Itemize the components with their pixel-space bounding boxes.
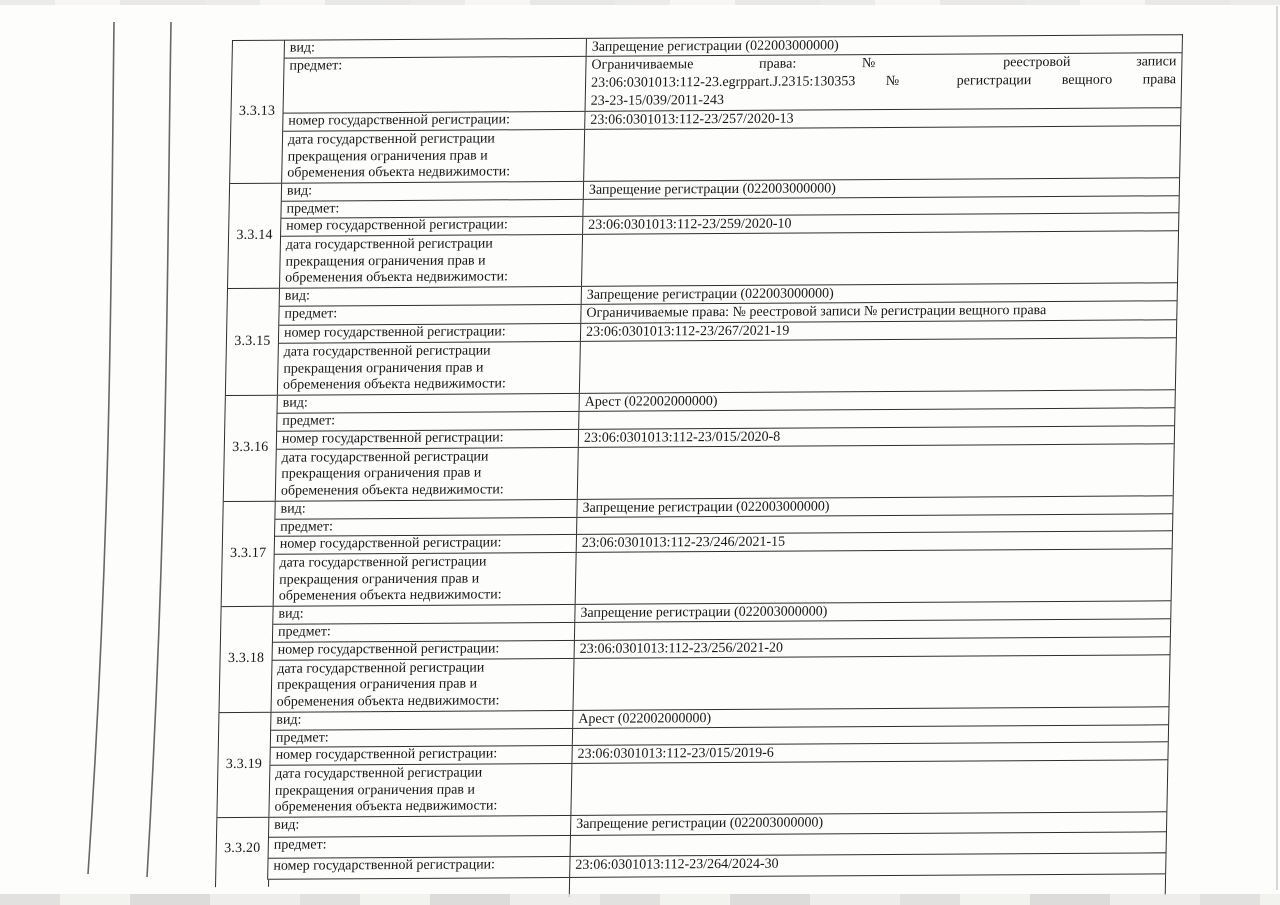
row-value-kind: Запрещение регистрации (022003000000) [574, 601, 1170, 622]
row-value-reg-number: 23:06:0301013:112-23/256/2021-20 [574, 637, 1170, 658]
row-label-kind: вид: [280, 501, 306, 517]
row-label-termination-date: дата государственной регистрации прекращения ограничения прав и обременения объекта недвижимости: [276, 659, 500, 710]
row-value-kind: Запрещение регистрации (022003000000) [570, 812, 1166, 835]
row-value-termination-date [583, 126, 1180, 180]
row-value-kind: Арест (022002000000) [579, 390, 1175, 411]
table-section [224, 390, 1175, 501]
row-label-kind: вид: [274, 817, 300, 833]
row-value-termination-date [575, 549, 1172, 604]
row-label-subject: предмет: [282, 413, 336, 429]
row-label-reg-number: номер государственной регистрации: [288, 112, 511, 129]
page-right-edge-shadow [1276, 6, 1278, 890]
row-value-reg-number: 23:06:0301013:112-23/267/2021-19 [580, 320, 1176, 341]
section-rows [274, 496, 1173, 606]
row-value-subject [585, 53, 1182, 111]
registry-restrictions-table [215, 34, 1183, 880]
section-number: 3.3.14 [228, 183, 282, 288]
row-label-subject: предмет: [286, 200, 340, 217]
row-label-reg-number: номер государственной регистрации: [273, 857, 496, 874]
row-label-subject: предмет: [289, 58, 343, 74]
row-value-kind: Запрещение регистрации (022003000000) [583, 178, 1179, 199]
page-curl-line-2 [147, 22, 171, 877]
table-section [219, 601, 1170, 712]
section-rows [269, 707, 1168, 817]
row-termination-date [269, 760, 1167, 816]
scanner-edge-bottom [0, 894, 1280, 905]
section-number: 3.3.18 [220, 607, 274, 712]
table-section [230, 35, 1182, 183]
row-value-subject [580, 301, 1176, 323]
section-rows [272, 601, 1171, 711]
section-rows [268, 812, 1166, 879]
section-rows [276, 390, 1175, 500]
row-label-kind: вид: [278, 606, 304, 622]
row-value-termination-date [581, 231, 1178, 286]
subject-line: Ограничиваемые права: № реестровой записи [591, 54, 1177, 73]
row-label-kind: вид: [282, 395, 308, 411]
subject-line: 23-23-15/039/2011-243 [590, 92, 725, 109]
row-label-subject: предмет: [275, 729, 329, 746]
row-label-kind: вид: [286, 183, 313, 199]
row-label-reg-number: номер государственной регистрации: [281, 429, 504, 447]
section-number: 3.3.19 [217, 712, 271, 817]
table-section [222, 496, 1173, 607]
row-value-kind: Запрещение регистрации (022003000000) [581, 283, 1177, 304]
row-value-subject [570, 832, 1166, 856]
row-termination-date [278, 338, 1176, 394]
row-label-reg-number: номер государственной регистрации: [286, 217, 509, 234]
row-value-termination-date [570, 760, 1167, 815]
row-value-termination-date [579, 338, 1176, 393]
row-label-termination-date: дата государственной регистрации прекращения ограничения прав и обременения объекта недвижимости: [274, 765, 498, 815]
row-label-kind: вид: [289, 40, 316, 56]
section-number: 3.3.15 [226, 289, 280, 395]
row-label-subject: предмет: [280, 518, 334, 535]
row-value-reg-number: 23:06:0301013:112-23/257/2020-13 [584, 108, 1180, 129]
page-curl-line-1 [88, 22, 114, 874]
row-value-reg-number: 23:06:0301013:112-23/015/2020-8 [578, 426, 1174, 447]
row-value-termination-date [577, 444, 1174, 499]
row-label-termination-date: дата государственной регистрации прекращения ограничения прав и обременения объекта недвижимости: [278, 554, 502, 604]
row-label-kind: вид: [276, 712, 302, 728]
row-termination-date [274, 549, 1172, 605]
row-label-subject: предмет: [273, 837, 327, 853]
row-label-subject: предмет: [277, 624, 331, 640]
row-label-termination-date: дата государственной регистрации прекращения ограничения прав и обременения объекта недвижимости: [285, 236, 509, 286]
section-number: 3.3.20 [216, 818, 269, 880]
table-section [216, 812, 1166, 880]
row-value-reg-number: 23:06:0301013:112-23/015/2019-6 [571, 742, 1167, 763]
section-rows [280, 178, 1179, 288]
row-termination-date [282, 126, 1180, 182]
row-label-reg-number: номер государственной регистрации: [283, 324, 506, 341]
row-label-termination-date: дата государственной регистрации прекращения ограничения прав и обременения объекта недвижимости: [280, 448, 504, 499]
row-subject [284, 53, 1182, 113]
row-termination-date [272, 655, 1170, 711]
row-value-reg-number: 23:06:0301013:112-23/259/2020-10 [582, 213, 1178, 234]
row-label-reg-number: номер государственной регистрации: [279, 535, 502, 552]
section-number: 3.3.17 [222, 501, 276, 606]
subject-line: Ограничиваемые права: № реестровой записи № регистрации вещного права [586, 303, 1047, 321]
row-label-kind: вид: [284, 288, 311, 304]
table-section [228, 178, 1179, 289]
row-label-termination-date: дата государственной регистрации прекращения ограничения прав и обременения объекта недвижимости: [287, 131, 511, 181]
row-label-reg-number: номер государственной регистрации: [275, 746, 498, 763]
table-section [217, 707, 1168, 818]
row-value-reg-number: 23:06:0301013:112-23/246/2021-15 [576, 531, 1172, 552]
row-termination-date [276, 444, 1174, 500]
row-value-kind: Запрещение регистрации (022003000000) [586, 35, 1182, 56]
row-value-kind: Арест (022002000000) [572, 707, 1168, 728]
section-rows [282, 35, 1182, 182]
section-number: 3.3.13 [230, 41, 285, 183]
table-section [226, 283, 1177, 396]
table-divider-stub-1 [268, 880, 269, 887]
row-value-termination-date [573, 655, 1170, 710]
table-left-border-stub [215, 880, 216, 887]
row-termination-date [280, 231, 1178, 287]
row-value-reg-number: 23:06:0301013:112-23/264/2024-30 [569, 853, 1165, 877]
row-value-kind: Запрещение регистрации (022003000000) [576, 496, 1172, 517]
section-number: 3.3.16 [224, 396, 278, 501]
subject-line: 23:06:0301013:112-23.egrppart.J.2315:130353 № регистрации вещного права [590, 72, 1177, 91]
section-rows [278, 283, 1177, 394]
row-label-termination-date: дата государственной регистрации прекращения ограничения прав и обременения объекта недвижимости: [282, 343, 506, 393]
row-label-subject: предмет: [284, 306, 338, 322]
row-label-reg-number: номер государственной регистрации: [277, 640, 500, 658]
